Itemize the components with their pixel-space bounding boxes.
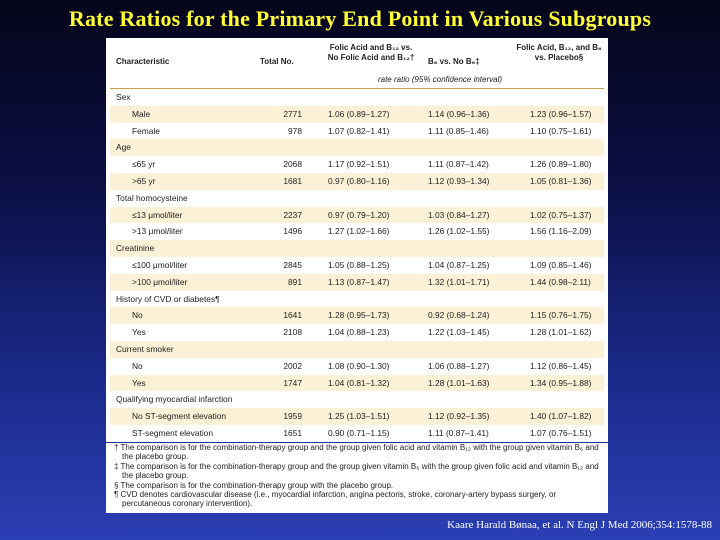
cell-c: 1.12 (0.86–1.45) [530,360,592,371]
cell-n: 1681 [283,175,302,186]
table-row [110,173,604,190]
cell-label: Yes [132,327,146,338]
header-col4-line2: vs. Placebo§ [534,53,584,62]
cell-b: 1.11 (0.87–1.42) [428,159,489,170]
header-col4 [505,43,613,63]
table-row [110,358,604,375]
cell-b: 1.12 (0.93–1.34) [428,175,490,186]
table-row [110,408,604,425]
cell-a: 0.97 (0.79–1.20) [328,209,390,220]
cell-a: 0.97 (0.80–1.16) [328,175,390,186]
cell-n: 1959 [283,411,302,422]
cell-label: Creatinine [116,243,155,254]
cell-n: 2002 [283,360,302,371]
table-row [110,375,604,392]
cell-n: 1651 [283,427,302,438]
cell-a: 1.28 (0.95–1.73) [328,310,390,321]
cell-label: ≤13 μmol/liter [132,209,183,220]
cell-a: 1.04 (0.81–1.32) [328,377,390,388]
cell-b: 1.28 (1.01–1.63) [428,377,490,388]
cell-c: 1.05 (0.81–1.36) [530,175,592,186]
cell-label: Yes [132,377,146,388]
footnote-pilcrow: ¶ CVD denotes cardiovascular disease (i.e., myocardial infarction, angina pectoris, stroke, coronary-artery bypass surgery, or percutaneous coronary intervention). [114,490,557,509]
cell-b: 1.06 (0.88–1.27) [428,360,490,371]
cell-label: Male [132,108,151,119]
cell-a: 1.13 (0.87–1.47) [328,276,390,287]
cell-b: 1.12 (0.92–1.35) [428,411,490,422]
table-row [110,274,604,291]
cell-label: Current smoker [116,343,174,354]
cell-label: ST-segment elevation [132,427,214,438]
table-group-row [110,341,604,358]
cell-a: 1.27 (1.02–1.66) [328,226,390,237]
header-characteristic: Characteristic [116,57,170,66]
cell-n: 1496 [283,226,302,237]
table-body [110,89,604,442]
table-header [110,41,604,89]
cell-c: 1.26 (0.89–1.80) [530,159,592,170]
cell-b: 1.04 (0.87–1.25) [428,259,490,270]
table-row [110,123,604,140]
cell-b: 1.22 (1.03–1.45) [428,327,490,338]
cell-label: No [132,310,143,321]
cell-label: Qualifying myocardial infarction [116,394,233,405]
cell-n: 978 [288,125,302,136]
cell-a: 1.08 (0.90–1.30) [328,360,390,371]
cell-a: 1.05 (0.88–1.25) [328,259,390,270]
cell-label: Sex [116,92,131,102]
table-group-row [110,291,604,308]
cell-label: No ST-segment elevation [132,411,227,422]
cell-n: 2845 [283,259,302,270]
cell-label: >100 μmol/liter [132,276,188,287]
cell-label: >13 μmol/liter [132,226,183,237]
table-row [110,257,604,274]
cell-c: 1.09 (0.85–1.46) [530,259,592,270]
header-col4-line1: Folic Acid, B₁₂, and B₆ [516,43,602,52]
table-group-row [110,391,604,408]
cell-c: 1.44 (0.98–2.11) [530,276,591,287]
cell-c: 1.15 (0.76–1.75) [530,310,592,321]
header-total: Total No. [260,57,294,66]
footnote-dagger: † The comparison is for the combination-therapy group and the group given folic acid and vitamin B₁₂ with the group given vitamin B₆ and the placebo group. [114,443,599,462]
cell-label: Age [116,142,131,153]
cell-label: No [132,360,143,371]
cell-a: 1.17 (0.92–1.51) [328,159,390,170]
slide-title: Rate Ratios for the Primary End Point in Various Subgroups [68,6,652,31]
cell-label: ≤100 μmol/liter [132,259,188,270]
cell-c: 1.34 (0.95–1.88) [530,377,592,388]
cell-n: 2771 [283,108,302,119]
table-row [110,425,604,442]
cell-b: 1.11 (0.85–1.46) [428,125,489,136]
cell-b: 1.14 (0.96–1.36) [428,108,490,119]
cell-n: 2068 [283,159,302,170]
cell-c: 1.56 (1.16–2.09) [530,226,592,237]
cell-label: Female [132,125,160,136]
cell-c: 1.28 (1.01–1.62) [530,327,592,338]
table-group-row [110,89,604,106]
cell-b: 0.92 (0.68–1.24) [428,310,490,321]
results-table [106,38,608,442]
cell-c: 1.02 (0.75–1.37) [530,209,592,220]
table-row [110,324,604,341]
table-group-row [110,139,604,156]
cell-label: History of CVD or diabetes¶ [116,293,220,304]
cell-a: 0.90 (0.71–1.15) [328,427,390,438]
table-row [110,223,604,240]
cell-b: 1.11 (0.87–1.41) [428,427,489,438]
cell-n: 891 [288,276,302,287]
cell-c: 1.40 (1.07–1.82) [530,411,592,422]
cell-a: 1.07 (0.82–1.41) [328,125,390,136]
citation: Kaare Harald Bønaa, et al. N Engl J Med 2006;354:1578-88 [447,519,712,531]
cell-n: 1641 [283,310,302,321]
cell-c: 1.10 (0.75–1.61) [530,125,592,136]
table-group-row [110,240,604,257]
header-col2-line2: No Folic Acid and B₁₂† [327,53,415,62]
cell-b: 1.32 (1.01–1.71) [428,276,490,287]
table-row [110,156,604,173]
header-col2 [312,43,430,63]
header-col3: B₆ vs. No B₆‡ [428,57,480,66]
table-row [110,307,604,324]
cell-n: 1747 [283,377,302,388]
cell-c: 1.07 (0.76–1.51) [530,427,592,438]
header-col2-line1: Folic Acid and B₁₂ vs. [329,43,413,52]
cell-n: 2237 [283,209,302,220]
footnote-double-dagger: ‡ The comparison is for the combination-therapy group and the group given vitamin B₆ with the group given folic acid and vitamin B₁₂ and the placebo group. [114,461,599,481]
header-subtitle: rate ratio (95% confidence interval) [377,75,503,84]
cell-b: 1.26 (1.02–1.55) [428,226,490,237]
table-row [110,207,604,224]
footnote-section: § The comparison is for the combination-therapy group with the placebo group. [114,480,394,490]
cell-label: ≤65 yr [132,159,156,170]
table-group-row [110,190,604,207]
cell-n: 2108 [283,327,302,338]
cell-c: 1.23 (0.96–1.57) [530,108,592,119]
cell-label: Total homocysteine [116,192,188,203]
cell-a: 1.06 (0.89–1.27) [328,108,390,119]
cell-a: 1.04 (0.88–1.23) [328,327,390,338]
cell-b: 1.03 (0.84–1.27) [428,209,490,220]
cell-label: >65 yr [132,175,156,186]
table-row [110,106,604,123]
cell-a: 1.25 (1.03–1.51) [328,411,390,422]
footnotes [106,443,608,513]
